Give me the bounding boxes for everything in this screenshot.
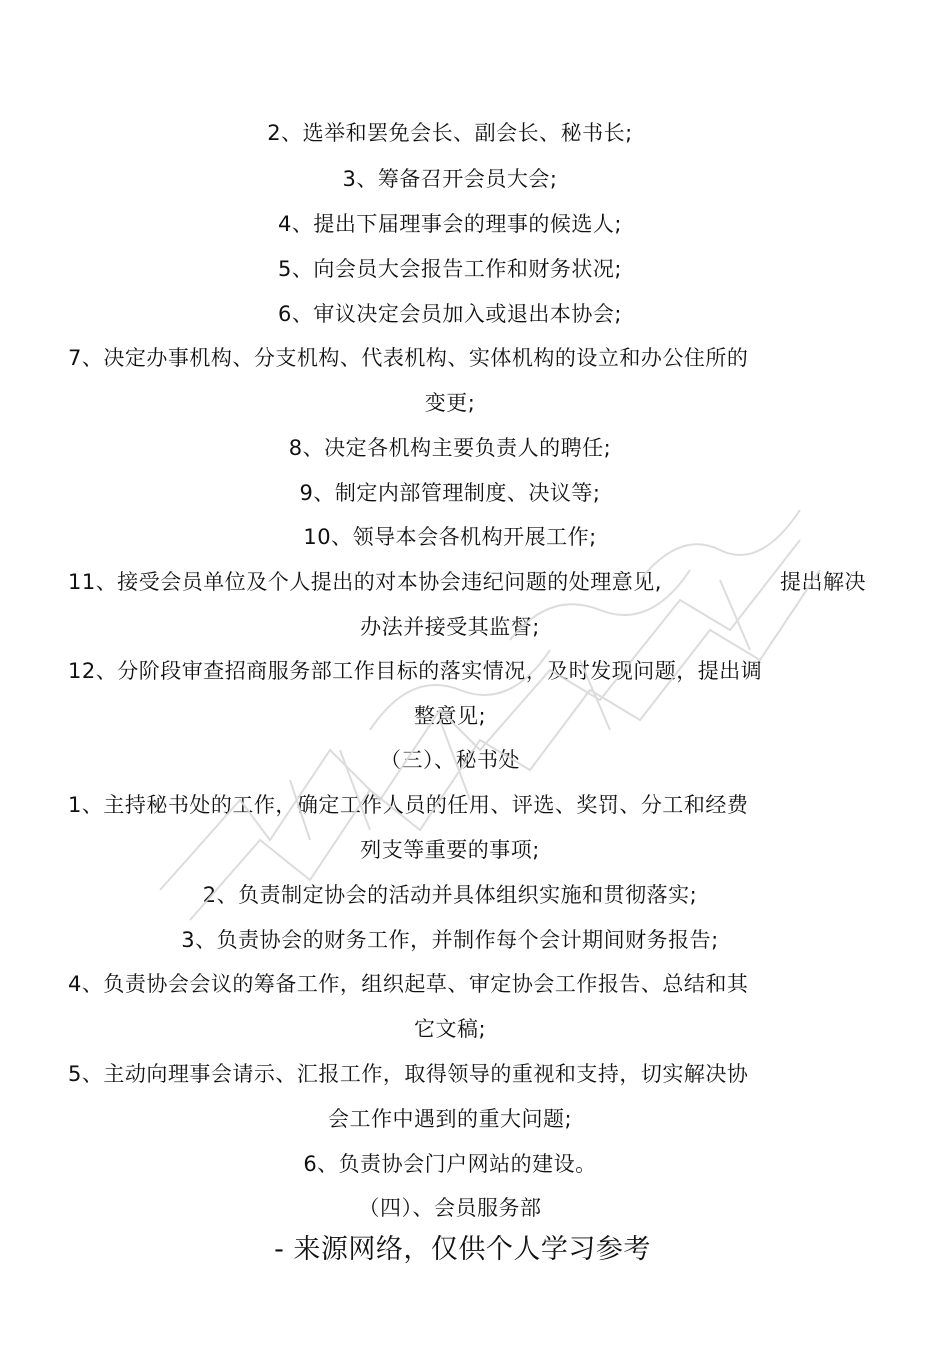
list-item: 4、提出下届理事会的理事的候选人; (278, 212, 622, 236)
list-item: 5、主动向理事会请示、汇报工作，取得领导的重视和支持，切实解决协 (68, 1062, 749, 1086)
list-item: 5、向会员大会报告工作和财务状况; (278, 257, 622, 281)
list-item-continuation: 整意见; (413, 704, 487, 728)
list-item: 1、主持秘书处的工作，确定工作人员的任用、评选、奖罚、分工和经费 (68, 793, 749, 817)
list-item-continuation: 列支等重要的事项; (360, 838, 540, 862)
list-item: 11、接受会员单位及个人提出的对本协会违纪问题的处理意见, (68, 570, 662, 594)
list-item-continuation: 它文稿; (413, 1017, 487, 1041)
list-item: 3、筹备召开会员大会; (342, 167, 558, 191)
list-item: 6、负责协会门户网站的建设。 (303, 1152, 597, 1176)
list-item: 2、选举和罢免会长、副会长、秘书长; (267, 121, 633, 145)
list-item-continuation: 办法并接受其监督; (360, 615, 540, 639)
list-item: 9、制定内部管理制度、决议等; (299, 481, 601, 505)
section-heading: （三）、秘书处 (380, 748, 520, 772)
list-item: 3、负责协会的财务工作，并制作每个会计期间财务报告; (181, 928, 719, 952)
list-item-tail: 提出解决 (780, 570, 866, 594)
footer-note: - 来源网络，仅供个人学习参考 (274, 1234, 651, 1265)
list-item: 8、决定各机构主要负责人的聘任; (288, 436, 612, 460)
list-item: 12、分阶段审查招商服务部工作目标的落实情况，及时发现问题，提出调 (68, 659, 763, 683)
section-heading: （四）、会员服务部 (358, 1196, 542, 1220)
list-item: 2、负责制定协会的活动并具体组织实施和贯彻落实; (202, 883, 698, 907)
list-item: 10、领导本会各机构开展工作; (303, 525, 597, 549)
list-item-continuation: 会工作中遇到的重大问题; (327, 1107, 573, 1131)
list-item: 7、决定办事机构、分支机构、代表机构、实体机构的设立和办公住所的 (68, 346, 749, 370)
list-item: 4、负责协会会议的筹备工作，组织起草、审定协会工作报告、总结和其 (68, 972, 749, 996)
list-item-continuation: 变更; (424, 391, 476, 415)
list-item: 6、审议决定会员加入或退出本协会; (278, 302, 622, 326)
